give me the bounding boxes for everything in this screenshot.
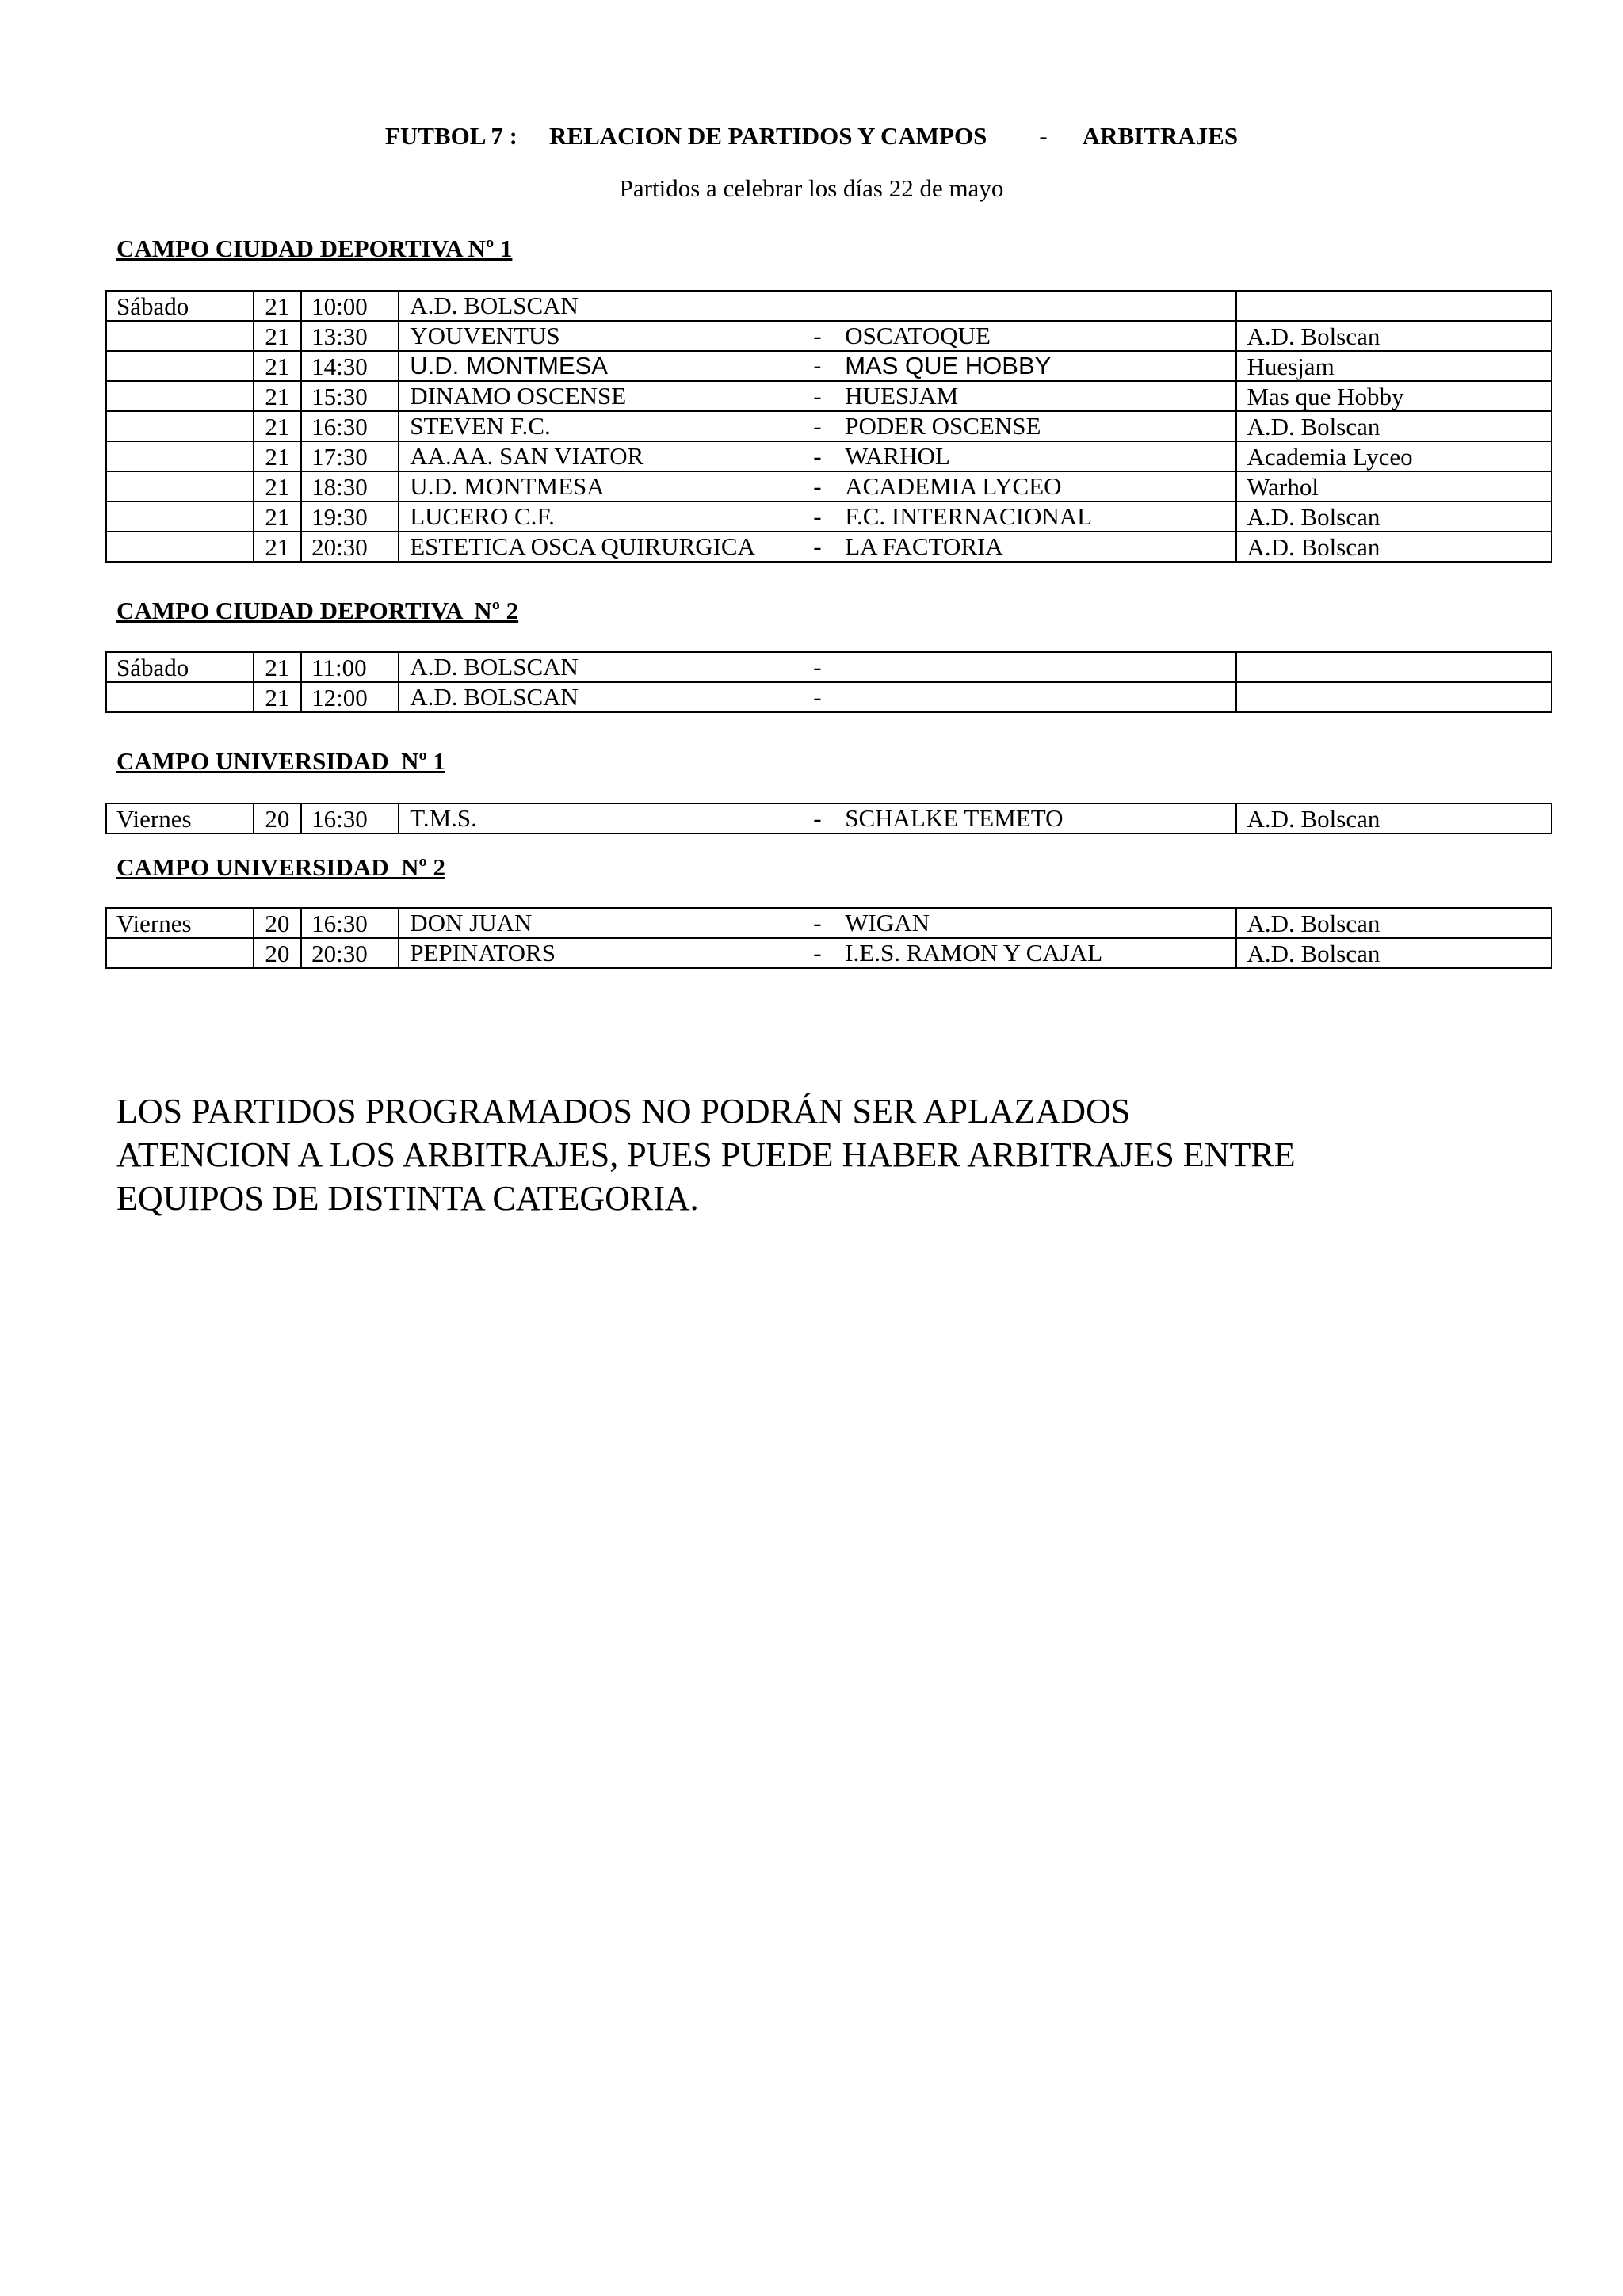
date-cell: 21 (254, 291, 302, 321)
day-cell: Viernes (106, 803, 254, 833)
table-row (106, 682, 1552, 712)
day-cell: Sábado (106, 291, 254, 321)
day-cell (106, 351, 254, 381)
referee-cell: Academia Lyceo (1236, 441, 1552, 471)
match-dash: - (813, 939, 822, 967)
match-cell (399, 502, 1236, 532)
match-dash: - (813, 502, 822, 530)
notice-block (116, 1089, 1296, 1220)
table-row (106, 321, 1552, 351)
match-cell (399, 471, 1236, 502)
match-cell (399, 321, 1236, 351)
time-cell: 12:00 (301, 682, 399, 712)
document-title (0, 122, 1623, 151)
match-dash: - (813, 412, 822, 440)
day-cell (106, 682, 254, 712)
schedule-table (105, 651, 1552, 713)
referee-cell: A.D. Bolscan (1236, 532, 1552, 562)
home-team: U.D. MONTMESA (410, 472, 605, 500)
home-team: YOUVENTUS (410, 322, 560, 349)
schedule-table (105, 290, 1552, 563)
time-cell: 15:30 (301, 381, 399, 411)
away-team: LA FACTORIA (845, 532, 1003, 560)
campo-heading: CAMPO CIUDAD DEPORTIVA Nº 1 (116, 235, 513, 262)
table-row (106, 441, 1552, 471)
away-team: MAS QUE HOBBY (845, 352, 1052, 379)
day-cell (106, 381, 254, 411)
away-team: F.C. INTERNACIONAL (845, 502, 1093, 530)
document-subtitle: Partidos a celebrar los días 22 de mayo (619, 174, 1004, 202)
date-cell: 21 (254, 502, 302, 532)
campo-heading: CAMPO CIUDAD DEPORTIVA Nº 2 (116, 597, 519, 624)
table-row (106, 471, 1552, 502)
date-cell: 20 (254, 908, 302, 938)
referee-cell (1236, 291, 1552, 321)
match-dash: - (813, 653, 822, 681)
date-cell: 21 (254, 682, 302, 712)
time-cell: 11:00 (301, 652, 399, 682)
match-cell (399, 351, 1236, 381)
notice-line: LOS PARTIDOS PROGRAMADOS NO PODRÁN SER APLAZADOS (116, 1092, 1131, 1131)
match-cell (399, 532, 1236, 562)
match-cell (399, 652, 1236, 682)
schedule-table (105, 907, 1552, 969)
date-cell: 20 (254, 803, 302, 833)
table-row (106, 381, 1552, 411)
notice-line: EQUIPOS DE DISTINTA CATEGORIA. (116, 1179, 699, 1218)
away-team: WIGAN (845, 909, 930, 936)
away-team: I.E.S. RAMON Y CAJAL (845, 939, 1103, 967)
time-cell: 20:30 (301, 938, 399, 968)
match-dash: - (813, 909, 822, 936)
home-team: PEPINATORS (410, 939, 556, 967)
match-cell (399, 682, 1236, 712)
schedule-table (105, 803, 1552, 834)
day-cell (106, 441, 254, 471)
referee-cell: A.D. Bolscan (1236, 938, 1552, 968)
match-dash: - (813, 532, 822, 560)
time-cell: 16:30 (301, 908, 399, 938)
table-row (106, 291, 1552, 321)
match-cell (399, 908, 1236, 938)
away-team: ACADEMIA LYCEO (845, 472, 1062, 500)
table-row (106, 908, 1552, 938)
time-cell: 10:00 (301, 291, 399, 321)
referee-cell (1236, 652, 1552, 682)
table-row (106, 502, 1552, 532)
home-team: A.D. BOLSCAN (410, 683, 579, 711)
home-team: ESTETICA OSCA QUIRURGICA (410, 532, 755, 560)
time-cell: 13:30 (301, 321, 399, 351)
match-dash: - (813, 322, 822, 349)
away-team: SCHALKE TEMETO (845, 804, 1064, 832)
title-part3: ARBITRAJES (1082, 122, 1239, 150)
match-cell (399, 291, 1236, 321)
day-cell (106, 502, 254, 532)
home-team: AA.AA. SAN VIATOR (410, 442, 644, 470)
date-cell: 21 (254, 411, 302, 441)
match-cell (399, 381, 1236, 411)
date-cell: 21 (254, 532, 302, 562)
referee-cell (1236, 682, 1552, 712)
title-separator: - (1039, 122, 1048, 150)
time-cell: 19:30 (301, 502, 399, 532)
time-cell: 20:30 (301, 532, 399, 562)
match-cell (399, 938, 1236, 968)
date-cell: 21 (254, 652, 302, 682)
day-cell (106, 411, 254, 441)
day-cell: Sábado (106, 652, 254, 682)
match-dash: - (813, 804, 822, 832)
match-cell (399, 441, 1236, 471)
title-part1: FUTBOL 7 : (384, 122, 517, 150)
time-cell: 14:30 (301, 351, 399, 381)
notice-line: ATENCION A LOS ARBITRAJES, PUES PUEDE HABER ARBITRAJES ENTRE (116, 1135, 1296, 1174)
match-dash: - (813, 352, 822, 379)
home-team: DON JUAN (410, 909, 533, 936)
referee-cell: Mas que Hobby (1236, 381, 1552, 411)
referee-cell: A.D. Bolscan (1236, 502, 1552, 532)
referee-cell: A.D. Bolscan (1236, 411, 1552, 441)
match-dash: - (813, 382, 822, 410)
time-cell: 16:30 (301, 411, 399, 441)
home-team: LUCERO C.F. (410, 502, 555, 530)
home-team: STEVEN F.C. (410, 412, 551, 440)
home-team: A.D. BOLSCAN (410, 653, 579, 681)
date-cell: 21 (254, 351, 302, 381)
table-row (106, 532, 1552, 562)
date-cell: 20 (254, 938, 302, 968)
away-team: PODER OSCENSE (845, 412, 1041, 440)
table-row (106, 652, 1552, 682)
referee-cell: A.D. Bolscan (1236, 908, 1552, 938)
table-row (106, 351, 1552, 381)
referee-cell: Warhol (1236, 471, 1552, 502)
title-part2: RELACION DE PARTIDOS Y CAMPOS (549, 122, 987, 150)
home-team: DINAMO OSCENSE (410, 382, 627, 410)
day-cell (106, 938, 254, 968)
campo-heading: CAMPO UNIVERSIDAD Nº 2 (116, 853, 445, 881)
date-cell: 21 (254, 381, 302, 411)
away-team: WARHOL (845, 442, 950, 470)
table-row (106, 803, 1552, 833)
time-cell: 17:30 (301, 441, 399, 471)
time-cell: 16:30 (301, 803, 399, 833)
day-cell (106, 471, 254, 502)
referee-cell: Huesjam (1236, 351, 1552, 381)
match-dash: - (813, 472, 822, 500)
match-dash: - (813, 683, 822, 711)
day-cell (106, 321, 254, 351)
date-cell: 21 (254, 471, 302, 502)
date-cell: 21 (254, 441, 302, 471)
day-cell: Viernes (106, 908, 254, 938)
table-row (106, 411, 1552, 441)
referee-cell: A.D. Bolscan (1236, 803, 1552, 833)
table-row (106, 938, 1552, 968)
home-team: T.M.S. (410, 804, 477, 832)
day-cell (106, 532, 254, 562)
match-cell (399, 411, 1236, 441)
campo-heading: CAMPO UNIVERSIDAD Nº 1 (116, 747, 445, 775)
referee-cell: A.D. Bolscan (1236, 321, 1552, 351)
home-team: A.D. BOLSCAN (410, 292, 579, 319)
home-team: U.D. MONTMESA (410, 352, 608, 379)
away-team: OSCATOQUE (845, 322, 991, 349)
match-cell (399, 803, 1236, 833)
date-cell: 21 (254, 321, 302, 351)
match-dash: - (813, 442, 822, 470)
away-team: HUESJAM (845, 382, 959, 410)
time-cell: 18:30 (301, 471, 399, 502)
